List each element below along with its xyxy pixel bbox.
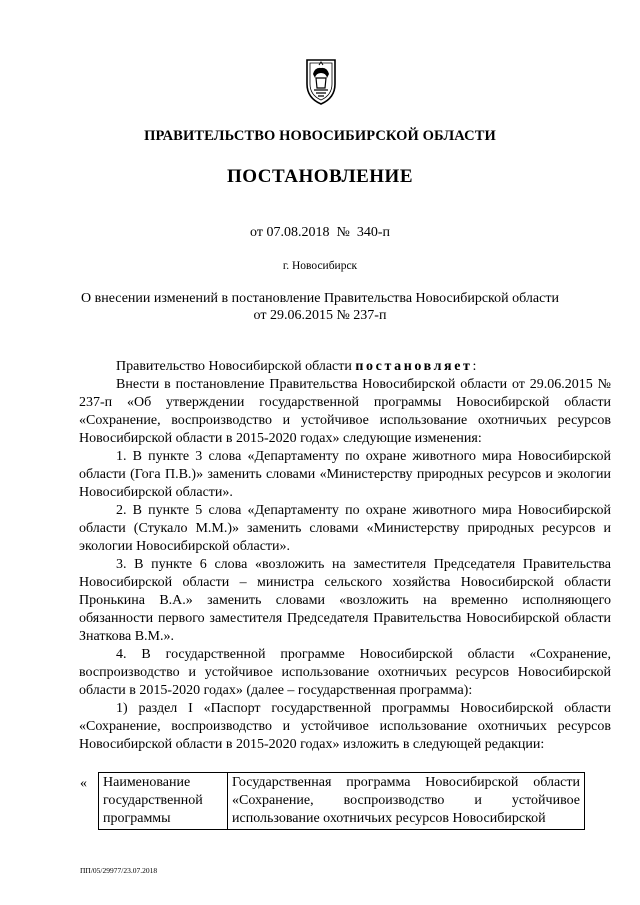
document-number: 340-п — [356, 225, 390, 240]
table-row — [99, 773, 585, 830]
intro-end: : — [472, 359, 477, 374]
table-cell-value: Государственная программа Новосибирской области «Сохранение, воспроизводство и устойчивое использование охотничьих ресурсов Новосибирской — [228, 773, 585, 830]
document-type: ПОСТАНОВЛЕНИЕ — [226, 166, 414, 187]
city: г. Новосибирск — [282, 260, 358, 272]
subject-line-2: от 29.06.2015 № 237-п — [253, 308, 387, 323]
opening-quote: « — [80, 776, 87, 791]
paragraph: 3. В пункте 6 слова «возложить на заместителя Председателя Правительства Новосибирской области – министра сельского хозяйства Новосибирской области Пронькина В.А.» заменить словами «возложить на временно исполняющего обязанности первого заместителя Председателя Правительства Новосибирской области Знаткова В.М.». — [79, 557, 611, 644]
number-sign: № — [336, 225, 350, 240]
subject-line-1: О внесении изменений в постановление Правительства Новосибирской области — [81, 291, 559, 306]
coat-of-arms-icon — [302, 58, 340, 106]
document-body — [79, 358, 611, 754]
subject — [70, 290, 570, 324]
paragraph: 1. В пункте 3 слова «Департаменту по охране животного мира Новосибирской области (Гога П.В.)» заменить словами «Министерству природных ресурсов и экологии Новосибирской области». — [79, 449, 611, 500]
date-number-line — [0, 225, 640, 241]
paragraph: Внести в постановление Правительства Новосибирской области от 29.06.2015 № 237-п «Об утверждении государственной программы Новосибирской области «Сохранение, воспроизводство и устойчивое использование охотничьих ресурсов Новосибирской области в 2015-2020 годах» следующие изменения: — [79, 377, 611, 446]
intro-text: Правительство Новосибирской области — [116, 359, 356, 374]
date-prefix: от — [250, 225, 263, 240]
footer-code: ПП/05/29977/23.07.2018 — [80, 866, 158, 875]
table-cell-label: Наименование государственной программы — [99, 773, 228, 830]
document-date: 07.08.2018 — [266, 225, 330, 240]
organization-title: ПРАВИТЕЛЬСТВО НОВОСИБИРСКОЙ ОБЛАСТИ — [144, 128, 496, 144]
paragraph: 1) раздел I «Паспорт государственной программы Новосибирской области «Сохранение, воспроизводство и устойчивое использование охотничьих ресурсов Новосибирской области в 2015-2020 годах» изложить в следующей редакции: — [79, 701, 611, 752]
intro-paragraph — [79, 358, 611, 376]
passport-table — [98, 772, 585, 830]
paragraph: 4. В государственной программе Новосибирской области «Сохранение, воспроизводство и устойчивое использование охотничьих ресурсов Новосибирской области в 2015-2020 годах» (далее – государственная программа): — [79, 647, 611, 698]
paragraph: 2. В пункте 5 слова «Департаменту по охране животного мира Новосибирской области (Стукало М.М.)» заменить словами «Министерству природных ресурсов и экологии Новосибирской области». — [79, 503, 611, 554]
resolution-verb: постановляет — [355, 359, 473, 374]
